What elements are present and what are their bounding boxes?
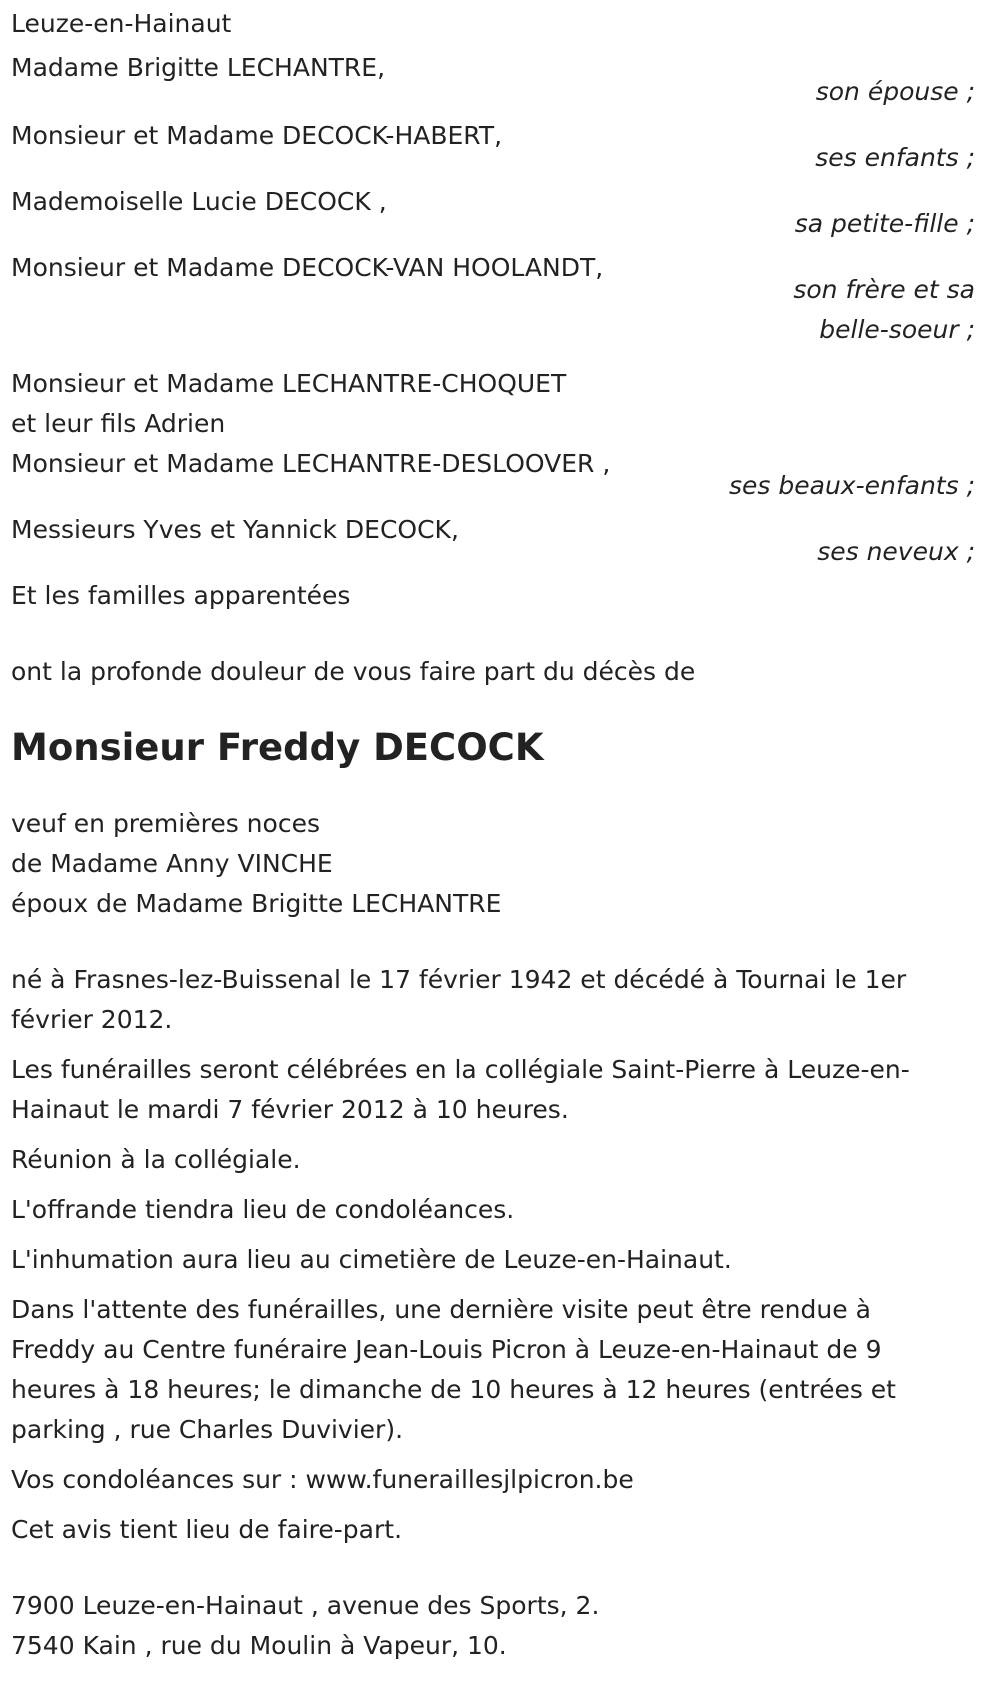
family-entry-spouse [11,48,990,112]
family-name: Monsieur et Madame LECHANTRE-DESLOOVER , [11,449,611,478]
burial-paragraph: L'inhumation aura lieu au cimetière de Leuze-en-Hainaut. [11,1245,732,1274]
family-name: Madame Brigitte LECHANTRE, [11,53,386,82]
address-line: 7540 Kain , rue du Moulin à Vapeur, 10. [11,1631,507,1660]
header-location: Leuze-en-Hainaut [11,9,232,38]
offering-paragraph: L'offrande tiendra lieu de condoléances. [11,1195,515,1224]
birth-death-paragraph: né à Frasnes-lez-Buissenal le 17 février 1942 et décédé à Tournai le 1er février 2012. [11,965,907,1034]
family-role: ses neveux ; [817,537,975,566]
family-role-line-2: belle-soeur ; [819,315,975,344]
family-name: Monsieur et Madame LECHANTRE-CHOQUET [11,369,567,398]
deceased-name: Monsieur Freddy DECOCK [11,726,544,769]
condolences-paragraph: Vos condoléances sur : www.funeraillesjlpicron.be [11,1465,634,1494]
family-role: ses beaux-enfants ; [729,471,975,500]
family-entry-brother [11,248,990,350]
address-line: 7900 Leuze-en-Hainaut , avenue des Sports, 2. [11,1591,600,1620]
deceased-detail: veuf en premières noces [11,809,320,838]
family-role: son épouse ; [815,77,975,106]
family-name: Messieurs Yves et Yannick DECOCK, [11,515,459,544]
notice-paragraph: Cet avis tient lieu de faire-part. [11,1515,403,1544]
family-role-line-1: son frère et sa [793,275,975,304]
family-role: ses enfants ; [815,143,975,172]
family-entry-in-laws [11,364,990,506]
family-name: Mademoiselle Lucie DECOCK , [11,187,387,216]
visit-paragraph: Dans l'attente des funérailles, une dernière visite peut être rendue à Freddy au Centre funéraire Jean-Louis Picron à Leuze-en-Hainaut de 9 heures à 18 heures; le dimanche de 10 heures à 12 heures (entrées et parking , rue Charles Duvivier). [11,1295,896,1444]
family-entry-granddaughter [11,182,990,244]
family-role: sa petite-fille ; [794,209,975,238]
meeting-paragraph: Réunion à la collégiale. [11,1145,301,1174]
families-related: Et les familles apparentées [11,581,351,610]
funeral-paragraph: Les funérailles seront célébrées en la collégiale Saint-Pierre à Leuze-en-Hainaut le mardi 7 février 2012 à 10 heures. [11,1055,910,1124]
family-name: Monsieur et Madame DECOCK-VAN HOOLANDT, [11,253,604,282]
family-entry-nephews [11,510,990,572]
family-name: et leur fils Adrien [11,409,226,438]
deceased-detail: époux de Madame Brigitte LECHANTRE [11,889,502,918]
deceased-detail: de Madame Anny VINCHE [11,849,333,878]
family-entry-children [11,116,990,178]
announcement: ont la profonde douleur de vous faire part du décès de [11,657,696,686]
family-name: Monsieur et Madame DECOCK-HABERT, [11,121,503,150]
